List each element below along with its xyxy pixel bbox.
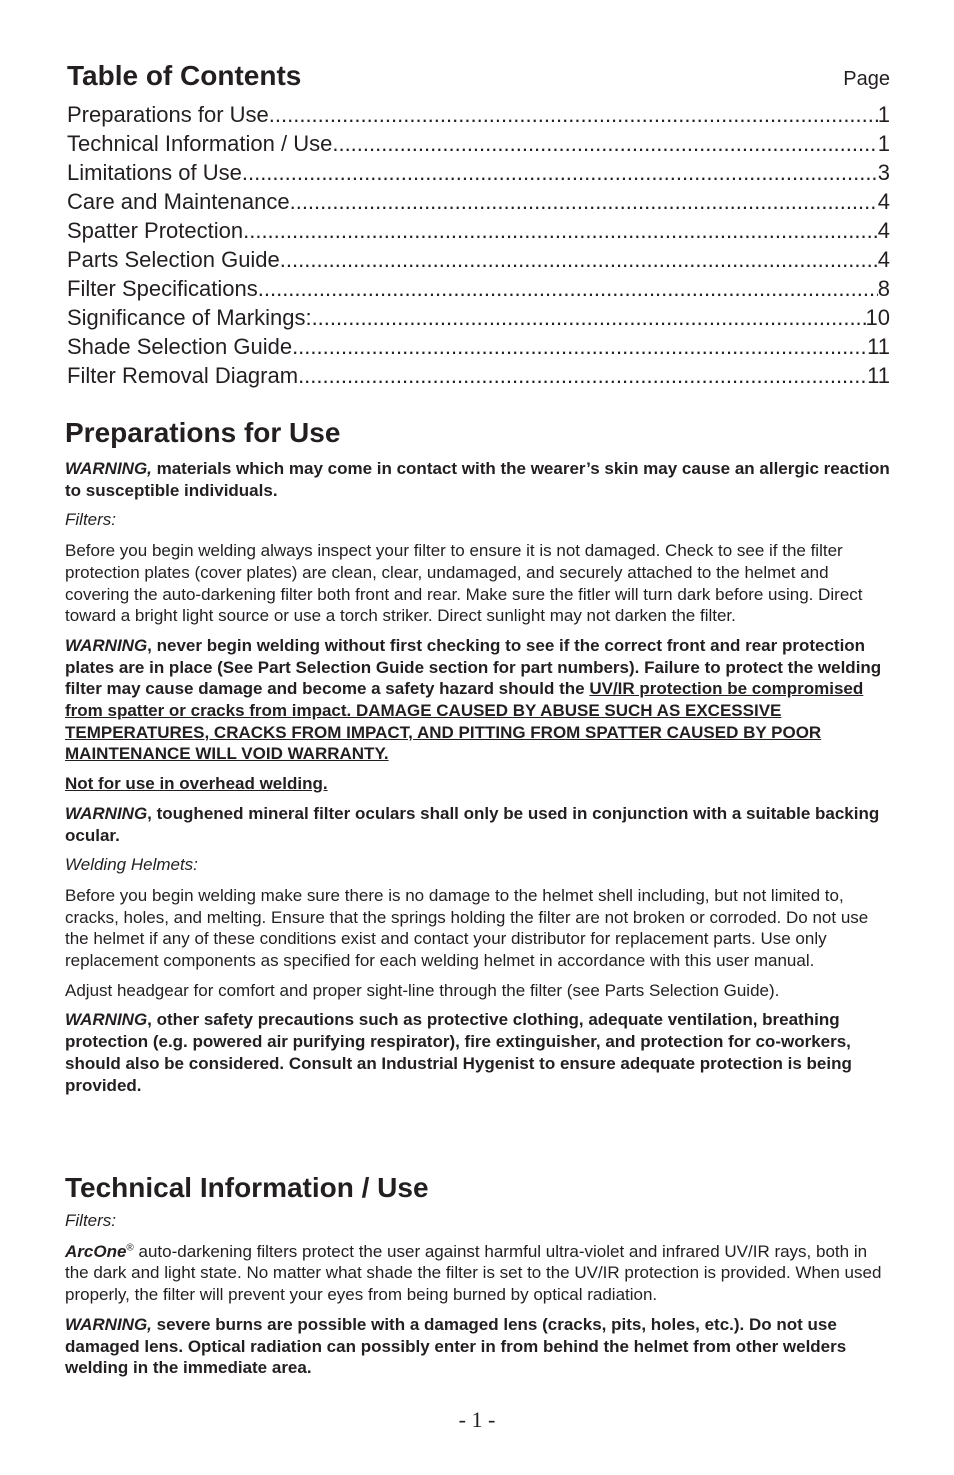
preparations-section [65, 416, 891, 1096]
allergy-warning [65, 458, 891, 501]
toc-entry[interactable] [67, 216, 890, 245]
toc-entry-label: Parts Selection Guide [67, 247, 280, 272]
toc-entry-page: 8 [877, 276, 890, 301]
toc-page-column-label: Page [843, 68, 890, 90]
toc-entry[interactable] [67, 274, 890, 303]
filters-paragraph: Before you begin welding always inspect your filter to ensure it is not damaged. Check to see if the filter protection plates (cover plates) are clean, clear, undamaged, and securely attached to the helmet and covering the auto-darkening filter both front and rear. Make sure the fitler will turn dark before using. Direct toward a bright light source or use a torch striker. Direct sunlight may not darken the filter. [65, 541, 863, 626]
toc-leader-dots [280, 245, 878, 274]
table-of-contents [67, 58, 890, 390]
toc-entry-label: Limitations of Use [67, 160, 242, 185]
warning-text: severe burns are possible with a damaged lens (cracks, pits, holes, etc.). Do not use damaged lens. Optical radiation can possibly enter in from behind the helmet from other welders welding in the immediate area. [65, 1314, 847, 1378]
toc-entry-page: 4 [877, 189, 890, 214]
toc-leader-dots [292, 332, 867, 361]
page-number: - 1 - [458, 1407, 496, 1432]
toc-entry[interactable] [67, 100, 890, 129]
toc-entry-page: 10 [865, 305, 890, 330]
warranty-notice: UV/IR protection be compromised from spatter or cracks from impact. DAMAGE CAUSED BY ABUSE SUCH AS EXCESSIVE TEMPERATURES, CRACKS FROM IMPACT, AND PITTING FROM SPATTER CAUSED BY POOR MAINTENANCE WILL VOID WARRANTY. [65, 679, 864, 764]
toc-entry-label: Care and Maintenance [67, 189, 290, 214]
warning-text: , other safety precautions such as protective clothing, adequate ventilation, breathing protection (e.g. powered air purifying respirator), fire extinguisher, and protection for co-workers, should also be considered. Consult an Industrial Hygenist to ensure adequate protection is being provided. [65, 1010, 852, 1095]
technical-paragraph [65, 1241, 891, 1306]
toc-entry-label: Spatter Protection [67, 218, 244, 243]
registered-mark: ® [126, 1242, 134, 1254]
helmets-subheading: Welding Helmets: [65, 855, 198, 875]
toc-entry[interactable] [67, 245, 890, 274]
safety-precautions-warning [65, 1009, 891, 1096]
toc-entry-label: Filter Specifications [67, 276, 258, 301]
toc-entry[interactable] [67, 187, 890, 216]
warning-lead: WARNING [65, 1010, 148, 1030]
technical-text: auto-darkening filters protect the user against harmful ultra-violet and infrared UV/IR rays, both in the dark and light state. No matter what shade the filter is set to the UV/IR protection is provided. When used properly, the filter will prevent your eyes from being burned by optical radiation. [65, 1241, 882, 1305]
toc-entry[interactable] [67, 332, 890, 361]
toc-entry-page: 11 [867, 363, 890, 388]
toc-entry-page: 3 [877, 160, 890, 185]
toc-entry-page: 11 [867, 334, 890, 359]
damaged-lens-warning [65, 1314, 891, 1379]
toc-leader-dots [269, 100, 878, 129]
warning-text: materials which may come in contact with the wearer’s skin may cause an allergic reaction to susceptible individuals. [65, 459, 890, 500]
toc-leader-dots [242, 158, 878, 187]
toc-leader-dots [332, 129, 877, 158]
toc-leader-dots [298, 361, 867, 390]
toc-leader-dots [258, 274, 878, 303]
toc-list [67, 100, 890, 390]
overhead-notice: Not for use in overhead welding. [65, 774, 328, 794]
filters-subheading: Filters: [65, 510, 116, 530]
toc-header [67, 58, 890, 100]
toc-entry-label: Technical Information / Use [67, 131, 333, 156]
toc-entry-page: 4 [877, 218, 890, 243]
toc-entry[interactable] [67, 158, 890, 187]
helmets-paragraph: Before you begin welding make sure there is no damage to the helmet shell including, but not limited to, cracks, holes, and melting. Ensure that the springs holding the filter are not broken or corroded. Do not use the helmet if any of these conditions exist and contact your distributor for replacement parts. Use only replacement components as specified for each welding helmet in accordance with this user manual. [65, 885, 869, 971]
toc-title: Table of Contents [67, 60, 302, 91]
toc-leader-dots [290, 187, 878, 216]
warning-text: , never begin welding without first checking to see if the correct front and rear protection plates are in place (See Part Selection Guide section for part numbers). Failure to protect the welding filter may cause damage and become a safety hazard should the [65, 635, 882, 699]
warning-lead: WARNING [65, 635, 148, 655]
warning-text: , toughened mineral filter oculars shall only be used in conjunction with a suitable backing ocular. [65, 803, 880, 845]
toc-entry-page: 1 [877, 131, 890, 156]
toc-entry-label: Filter Removal Diagram [67, 363, 299, 388]
headgear-paragraph: Adjust headgear for comfort and proper sight-line through the filter (see Parts Selection Guide). [65, 980, 780, 1000]
technical-section [65, 1171, 891, 1379]
protection-plates-warning [65, 635, 891, 765]
mineral-filter-warning [65, 803, 891, 846]
toc-entry-page: 4 [877, 247, 890, 272]
toc-entry[interactable] [67, 129, 890, 158]
technical-filters-subheading: Filters: [65, 1211, 116, 1230]
warning-lead: WARNING, [65, 459, 152, 478]
toc-entry[interactable] [67, 303, 890, 332]
toc-entry[interactable] [67, 361, 890, 390]
brand-name: ArcOne [65, 1241, 127, 1261]
preparations-heading: Preparations for Use [65, 417, 341, 448]
warning-lead: WARNING [65, 803, 148, 823]
toc-entry-label: Preparations for Use [67, 102, 269, 127]
toc-entry-label: Shade Selection Guide [67, 334, 293, 359]
technical-heading: Technical Information / Use [65, 1172, 429, 1203]
toc-leader-dots [312, 303, 866, 332]
warning-lead: WARNING, [65, 1314, 152, 1334]
toc-entry-label: Significance of Markings: [67, 305, 312, 330]
toc-entry-page: 1 [877, 102, 890, 127]
toc-leader-dots [243, 216, 878, 245]
